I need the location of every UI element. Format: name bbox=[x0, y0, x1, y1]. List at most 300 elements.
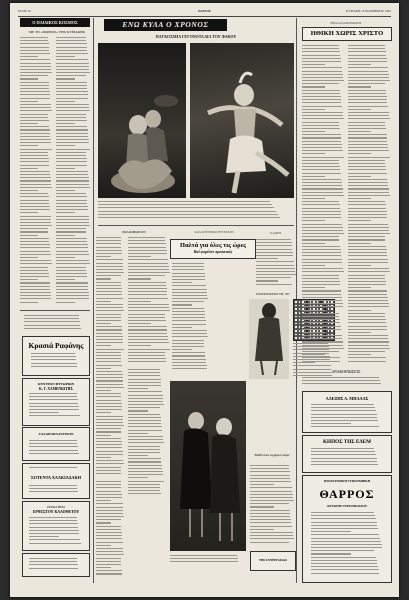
text-line bbox=[302, 278, 339, 279]
text-line bbox=[20, 267, 48, 268]
text-line bbox=[302, 106, 342, 107]
text-line bbox=[56, 177, 89, 178]
text-line bbox=[56, 200, 87, 201]
text-line bbox=[96, 390, 111, 391]
text-line bbox=[302, 345, 343, 346]
text-line bbox=[56, 228, 86, 229]
right-kicker: ΘΕΙΑΙ ΑΝΑΚΟΙΝΩΣΕΙΣ bbox=[330, 21, 362, 25]
text-line bbox=[128, 382, 161, 383]
text-line bbox=[302, 74, 343, 75]
text-line bbox=[20, 231, 48, 232]
tharros-ad-text bbox=[311, 512, 383, 576]
text-line bbox=[302, 361, 340, 362]
text-line bbox=[29, 533, 79, 534]
text-line bbox=[24, 315, 79, 316]
article-text bbox=[172, 263, 208, 373]
text-line bbox=[302, 77, 343, 78]
text-line bbox=[20, 82, 49, 83]
text-line bbox=[56, 94, 88, 95]
text-line bbox=[302, 249, 341, 250]
text-line bbox=[302, 303, 343, 304]
text-line bbox=[56, 66, 89, 67]
text-line bbox=[56, 225, 90, 226]
text-line bbox=[302, 45, 339, 46]
text-line bbox=[56, 78, 75, 79]
text-line bbox=[128, 461, 161, 462]
text-line bbox=[20, 88, 49, 89]
text-line bbox=[302, 163, 339, 164]
text-line bbox=[128, 269, 169, 270]
text-line bbox=[128, 474, 163, 475]
text-line bbox=[128, 449, 160, 450]
text-line bbox=[311, 525, 377, 526]
text-line bbox=[20, 101, 38, 102]
text-line bbox=[302, 220, 325, 221]
text-line bbox=[128, 333, 167, 334]
text-line bbox=[302, 230, 343, 231]
text-line bbox=[20, 117, 48, 118]
text-line bbox=[348, 259, 388, 260]
text-line bbox=[128, 247, 166, 248]
text-line bbox=[96, 243, 121, 244]
text-line bbox=[128, 272, 170, 273]
text-line bbox=[256, 255, 293, 256]
text-line bbox=[302, 93, 340, 94]
text-line bbox=[128, 407, 160, 408]
text-line bbox=[172, 266, 204, 267]
text-line bbox=[20, 37, 48, 38]
text-line bbox=[172, 285, 206, 286]
text-line bbox=[128, 278, 151, 279]
text-line bbox=[96, 384, 123, 385]
text-line bbox=[96, 467, 121, 468]
text-line bbox=[20, 257, 38, 258]
text-line bbox=[56, 279, 75, 280]
text-line bbox=[311, 547, 382, 548]
text-line bbox=[311, 534, 379, 535]
text-line bbox=[348, 322, 386, 323]
text-line bbox=[56, 203, 87, 204]
text-line bbox=[128, 468, 162, 469]
text-line bbox=[96, 380, 123, 381]
text-line bbox=[348, 48, 385, 49]
text-line bbox=[20, 222, 51, 223]
text-line bbox=[302, 335, 342, 336]
text-line bbox=[302, 383, 381, 384]
workshop-ad-text bbox=[29, 517, 83, 547]
text-line bbox=[348, 262, 388, 263]
text-line bbox=[302, 67, 342, 68]
text-line bbox=[348, 173, 387, 174]
text-line bbox=[20, 133, 50, 134]
text-line bbox=[96, 365, 122, 366]
text-line bbox=[172, 333, 207, 334]
text-line bbox=[96, 301, 111, 302]
text-line bbox=[29, 561, 77, 562]
text-line bbox=[311, 407, 375, 408]
text-line bbox=[20, 145, 38, 146]
text-line bbox=[96, 570, 122, 571]
text-line bbox=[302, 192, 343, 193]
text-line bbox=[311, 417, 377, 418]
text-line bbox=[128, 329, 167, 330]
text-line bbox=[128, 345, 151, 346]
text-line bbox=[98, 217, 280, 218]
text-line bbox=[302, 99, 341, 100]
text-line bbox=[128, 339, 168, 340]
text-line bbox=[29, 564, 78, 565]
text-line bbox=[128, 379, 161, 380]
text-line bbox=[311, 414, 377, 415]
text-line bbox=[348, 214, 387, 215]
text-line bbox=[24, 318, 79, 319]
text-line bbox=[128, 323, 151, 324]
text-line bbox=[302, 252, 341, 253]
text-line bbox=[29, 520, 77, 521]
text-line bbox=[20, 219, 51, 220]
text-line bbox=[302, 233, 344, 234]
text-line bbox=[348, 268, 389, 269]
text-line bbox=[31, 366, 77, 367]
text-line bbox=[311, 566, 378, 567]
radio-listings bbox=[128, 237, 170, 365]
text-line bbox=[96, 573, 122, 574]
text-line bbox=[302, 83, 339, 84]
text-line bbox=[172, 365, 207, 366]
text-line bbox=[172, 362, 206, 363]
text-line bbox=[302, 259, 342, 260]
article-kicker: ΚΑΛΛΙΤΕΧΝΙΚΟ ΗΤΤΕΣΤΟΝ bbox=[194, 230, 234, 234]
wine-ad bbox=[22, 336, 90, 376]
column-rule-1 bbox=[93, 18, 94, 583]
text-line bbox=[29, 406, 79, 407]
text-line bbox=[56, 155, 86, 156]
text-line bbox=[20, 56, 38, 57]
text-line bbox=[31, 356, 76, 357]
text-line bbox=[348, 329, 387, 330]
text-line bbox=[96, 551, 123, 552]
text-line bbox=[96, 320, 121, 321]
text-line bbox=[348, 348, 390, 349]
text-line bbox=[96, 441, 122, 442]
text-line bbox=[128, 430, 162, 431]
article-subhead: Καί φορέστε πρακτικές bbox=[193, 249, 233, 254]
center-left-bottom-text bbox=[96, 481, 124, 577]
text-line bbox=[29, 393, 77, 394]
text-line bbox=[96, 503, 123, 504]
text-line bbox=[20, 152, 48, 153]
text-line bbox=[96, 288, 122, 289]
article-headline-box bbox=[170, 239, 256, 259]
text-line bbox=[29, 527, 78, 528]
text-line bbox=[56, 254, 89, 255]
text-line bbox=[56, 187, 90, 188]
text-line bbox=[348, 227, 389, 228]
text-line bbox=[348, 153, 371, 154]
text-line bbox=[56, 267, 86, 268]
text-line bbox=[302, 115, 343, 116]
text-line bbox=[348, 354, 371, 355]
text-line bbox=[172, 346, 204, 347]
sotenta-ad bbox=[22, 463, 90, 499]
text-line bbox=[98, 214, 278, 215]
text-line bbox=[172, 279, 205, 280]
text-line bbox=[20, 190, 38, 191]
text-line bbox=[20, 193, 48, 194]
text-line bbox=[302, 198, 325, 199]
text-line bbox=[56, 206, 88, 207]
text-line bbox=[96, 314, 121, 315]
text-line bbox=[96, 409, 122, 410]
text-line bbox=[96, 412, 111, 413]
text-line bbox=[29, 536, 59, 537]
text-line bbox=[172, 301, 204, 302]
text-line bbox=[128, 336, 168, 337]
text-line bbox=[20, 302, 38, 303]
text-line bbox=[348, 185, 388, 186]
right-headline: ΗΘΙΚΗ ΧΩΡΙΣ ΧΡΙΣΤΟ bbox=[302, 27, 392, 41]
text-line bbox=[172, 282, 192, 283]
text-line bbox=[96, 291, 122, 292]
text-line bbox=[56, 168, 75, 169]
workshop-ad-title: ΕΡΓΑΣΤΗΡΙΟ bbox=[47, 505, 65, 509]
text-line bbox=[348, 338, 388, 339]
text-line bbox=[250, 529, 274, 530]
text-line bbox=[348, 217, 387, 218]
text-line bbox=[302, 224, 342, 225]
text-line bbox=[20, 165, 49, 166]
text-line bbox=[302, 271, 344, 272]
text-line bbox=[348, 176, 371, 177]
text-line bbox=[172, 368, 207, 369]
text-line bbox=[29, 485, 77, 486]
garden-ad-text bbox=[311, 448, 383, 470]
text-line bbox=[96, 247, 121, 248]
patisserie-ad-text bbox=[29, 440, 83, 456]
text-line bbox=[96, 435, 111, 436]
text-line bbox=[96, 259, 123, 260]
text-line bbox=[348, 316, 385, 317]
text-line bbox=[172, 340, 204, 341]
text-line bbox=[128, 326, 167, 327]
text-line bbox=[302, 150, 343, 151]
coat-photo-small bbox=[249, 299, 289, 379]
text-line bbox=[20, 98, 50, 99]
text-line bbox=[96, 454, 123, 455]
text-line bbox=[311, 544, 382, 545]
text-line bbox=[302, 144, 342, 145]
text-line bbox=[348, 131, 371, 132]
text-line bbox=[128, 423, 161, 424]
text-line bbox=[302, 329, 341, 330]
text-line bbox=[348, 297, 388, 298]
text-line bbox=[302, 96, 341, 97]
text-line bbox=[348, 281, 386, 282]
text-line bbox=[56, 152, 86, 153]
text-line bbox=[256, 252, 293, 253]
text-line bbox=[96, 361, 121, 362]
tharros-ad-kicker: ΗΛΕΚΤΡΟΝΙΚΗ ΤΥΠΟΓΡΑΦΙΚΗ bbox=[323, 479, 371, 483]
text-line bbox=[250, 471, 290, 472]
text-line bbox=[128, 375, 160, 376]
text-line bbox=[56, 133, 88, 134]
text-line bbox=[348, 357, 386, 358]
text-line bbox=[250, 478, 290, 479]
text-line bbox=[348, 112, 389, 113]
text-line bbox=[96, 269, 123, 270]
text-line bbox=[96, 352, 121, 353]
text-line bbox=[20, 273, 49, 274]
text-line bbox=[128, 240, 165, 241]
text-line bbox=[302, 326, 341, 327]
text-line bbox=[128, 426, 162, 427]
text-line bbox=[96, 487, 121, 488]
text-line bbox=[250, 481, 291, 482]
sotenta-ad-text bbox=[29, 485, 83, 495]
text-line bbox=[302, 268, 343, 269]
text-line bbox=[20, 69, 51, 70]
text-line bbox=[20, 104, 51, 105]
masthead-small: ΘΑΡΡΟΣ bbox=[198, 9, 212, 13]
doctor-ad bbox=[302, 391, 392, 433]
text-line bbox=[348, 278, 385, 279]
text-line bbox=[96, 510, 123, 511]
text-line bbox=[311, 553, 351, 554]
text-line bbox=[29, 403, 78, 404]
text-line bbox=[302, 55, 340, 56]
text-line bbox=[20, 94, 50, 95]
text-line bbox=[96, 419, 123, 420]
text-line bbox=[20, 72, 52, 73]
text-line bbox=[56, 241, 87, 242]
text-line bbox=[96, 438, 121, 439]
doctor-ad-name: ΑΛΕΞΗΣ Α. ΜΠΑΛΑΣ bbox=[325, 396, 369, 401]
text-line bbox=[348, 306, 389, 307]
text-line bbox=[98, 211, 276, 212]
text-line bbox=[170, 561, 238, 562]
coat-photo-caption bbox=[170, 555, 246, 567]
text-line bbox=[56, 47, 87, 48]
text-line bbox=[96, 400, 121, 401]
text-line bbox=[128, 304, 169, 305]
text-line bbox=[56, 260, 89, 261]
text-line bbox=[128, 410, 148, 411]
text-line bbox=[56, 165, 87, 166]
text-line bbox=[56, 114, 86, 115]
text-line bbox=[20, 161, 49, 162]
text-line bbox=[302, 290, 341, 291]
crossword-kicker: ΚΑΙΡΟΥ bbox=[270, 231, 282, 235]
text-line bbox=[348, 77, 389, 78]
text-line bbox=[348, 332, 371, 333]
text-line bbox=[128, 310, 170, 311]
text-line bbox=[20, 235, 38, 236]
text-line bbox=[172, 352, 205, 353]
text-line bbox=[96, 263, 123, 264]
text-line bbox=[20, 155, 48, 156]
announcements-text bbox=[302, 377, 390, 389]
text-line bbox=[128, 320, 166, 321]
text-line bbox=[348, 319, 386, 320]
text-line bbox=[20, 254, 51, 255]
text-line bbox=[311, 423, 351, 424]
text-line bbox=[96, 237, 121, 238]
text-line bbox=[96, 558, 121, 559]
text-line bbox=[128, 352, 165, 353]
text-line bbox=[20, 286, 50, 287]
text-line bbox=[348, 252, 387, 253]
text-line bbox=[302, 313, 339, 314]
text-line bbox=[96, 323, 111, 324]
text-line bbox=[20, 123, 38, 124]
text-line bbox=[348, 58, 387, 59]
text-line bbox=[302, 275, 339, 276]
text-line bbox=[302, 86, 325, 87]
cooperation-box bbox=[250, 551, 296, 571]
text-line bbox=[348, 80, 390, 81]
text-line bbox=[348, 179, 387, 180]
text-line bbox=[56, 251, 88, 252]
text-line bbox=[96, 457, 111, 458]
text-line bbox=[348, 137, 387, 138]
text-line bbox=[348, 341, 389, 342]
text-line bbox=[128, 358, 166, 359]
text-line bbox=[172, 292, 207, 293]
text-line bbox=[302, 341, 343, 342]
text-line bbox=[311, 461, 377, 462]
text-line bbox=[302, 297, 342, 298]
text-line bbox=[96, 368, 111, 369]
text-line bbox=[348, 361, 386, 362]
text-line bbox=[250, 468, 289, 469]
text-line bbox=[302, 217, 341, 218]
text-line bbox=[128, 285, 166, 286]
text-line bbox=[348, 255, 387, 256]
text-line bbox=[96, 519, 121, 520]
text-line bbox=[20, 251, 50, 252]
text-line bbox=[56, 222, 89, 223]
text-line bbox=[56, 72, 90, 73]
text-line bbox=[348, 128, 386, 129]
text-line bbox=[96, 516, 124, 517]
text-line bbox=[56, 171, 88, 172]
text-line bbox=[20, 184, 51, 185]
text-line bbox=[29, 491, 78, 492]
text-line bbox=[128, 256, 151, 257]
text-line bbox=[98, 201, 270, 202]
text-line bbox=[56, 216, 89, 217]
text-line bbox=[311, 458, 377, 459]
text-line bbox=[56, 139, 89, 140]
text-line bbox=[20, 295, 51, 296]
text-line bbox=[20, 53, 50, 54]
text-line bbox=[20, 241, 49, 242]
text-line bbox=[96, 250, 122, 251]
text-line bbox=[56, 107, 89, 108]
text-line bbox=[29, 443, 77, 444]
text-line bbox=[96, 470, 121, 471]
right-column-text-b bbox=[348, 45, 390, 365]
text-line bbox=[302, 300, 342, 301]
text-line bbox=[96, 275, 121, 276]
text-line bbox=[96, 545, 111, 546]
left-ad-text bbox=[24, 315, 86, 333]
text-line bbox=[20, 136, 50, 137]
text-line bbox=[250, 475, 290, 476]
text-line bbox=[29, 440, 77, 441]
text-line bbox=[56, 136, 88, 137]
text-line bbox=[172, 317, 205, 318]
